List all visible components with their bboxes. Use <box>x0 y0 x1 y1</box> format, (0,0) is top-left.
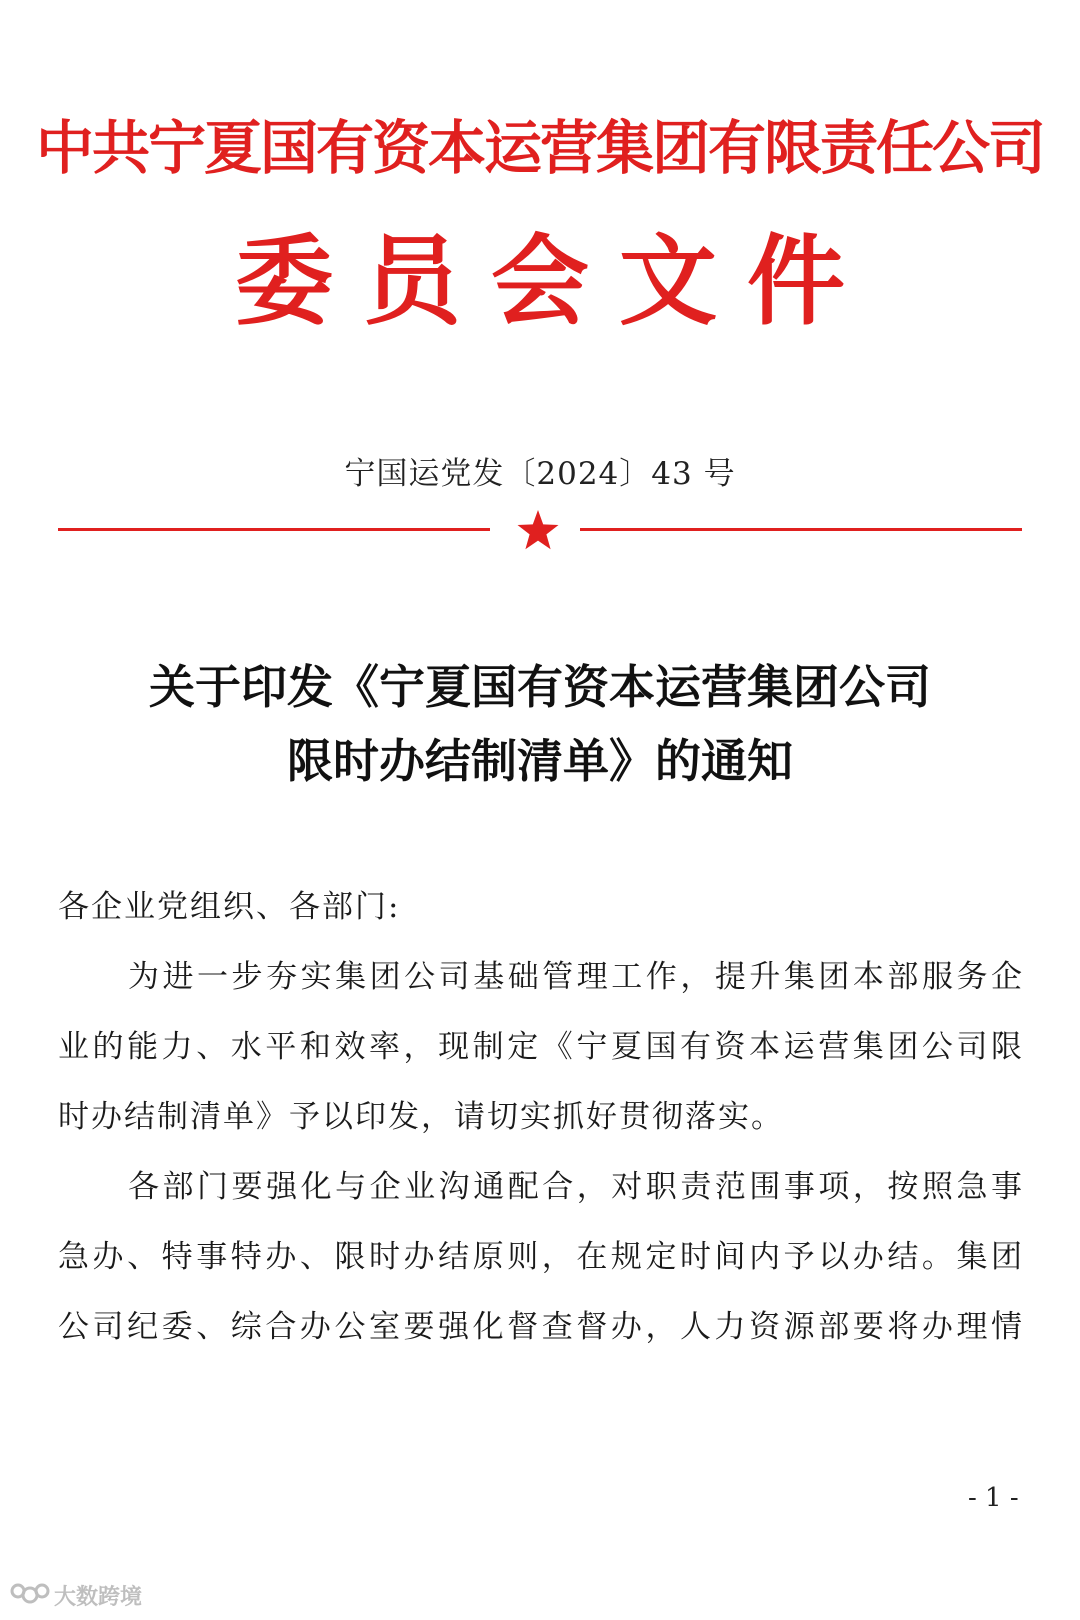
body-line-3: 时办结制清单》予以印发，请切实抓好贯彻落实。 <box>58 1099 784 1135</box>
watermark-text: 大数跨境 <box>54 1584 143 1610</box>
issuer-name: 中共宁夏国有资本运营集团有限责任公司 <box>35 114 1044 182</box>
body-line-2: 业的能力、水平和效率，现制定《宁夏国有资本运营集团公司限 <box>58 1029 1022 1065</box>
body-line-6: 公司纪委、综合办公室要强化督查督办，人力资源部要将办理情 <box>58 1309 1022 1345</box>
document-number: 宁国运党发〔2024〕43 号 <box>344 456 736 492</box>
document-type-title: 委员会文件 <box>234 224 875 339</box>
brand-logo-icon <box>10 1581 50 1609</box>
red-separator-left <box>58 528 490 531</box>
page-number: - 1 - <box>968 1483 1019 1513</box>
body-line-5: 急办、特事特办、限时办结原则，在规定时间内予以办结。集团 <box>58 1239 1022 1275</box>
body-line-1: 为进一步夯实集团公司基础管理工作，提升集团本部服务企 <box>128 959 1022 995</box>
red-separator-right <box>580 528 1022 531</box>
notice-title-line1: 关于印发《宁夏国有资本运营集团公司 <box>149 660 931 714</box>
red-star-icon <box>516 509 560 551</box>
watermark <box>10 1576 142 1614</box>
salutation: 各企业党组织、各部门: <box>58 889 401 925</box>
body-line-4: 各部门要强化与企业沟通配合，对职责范围事项，按照急事 <box>128 1169 1022 1205</box>
notice-title-line2: 限时办结制清单》的通知 <box>287 734 793 788</box>
